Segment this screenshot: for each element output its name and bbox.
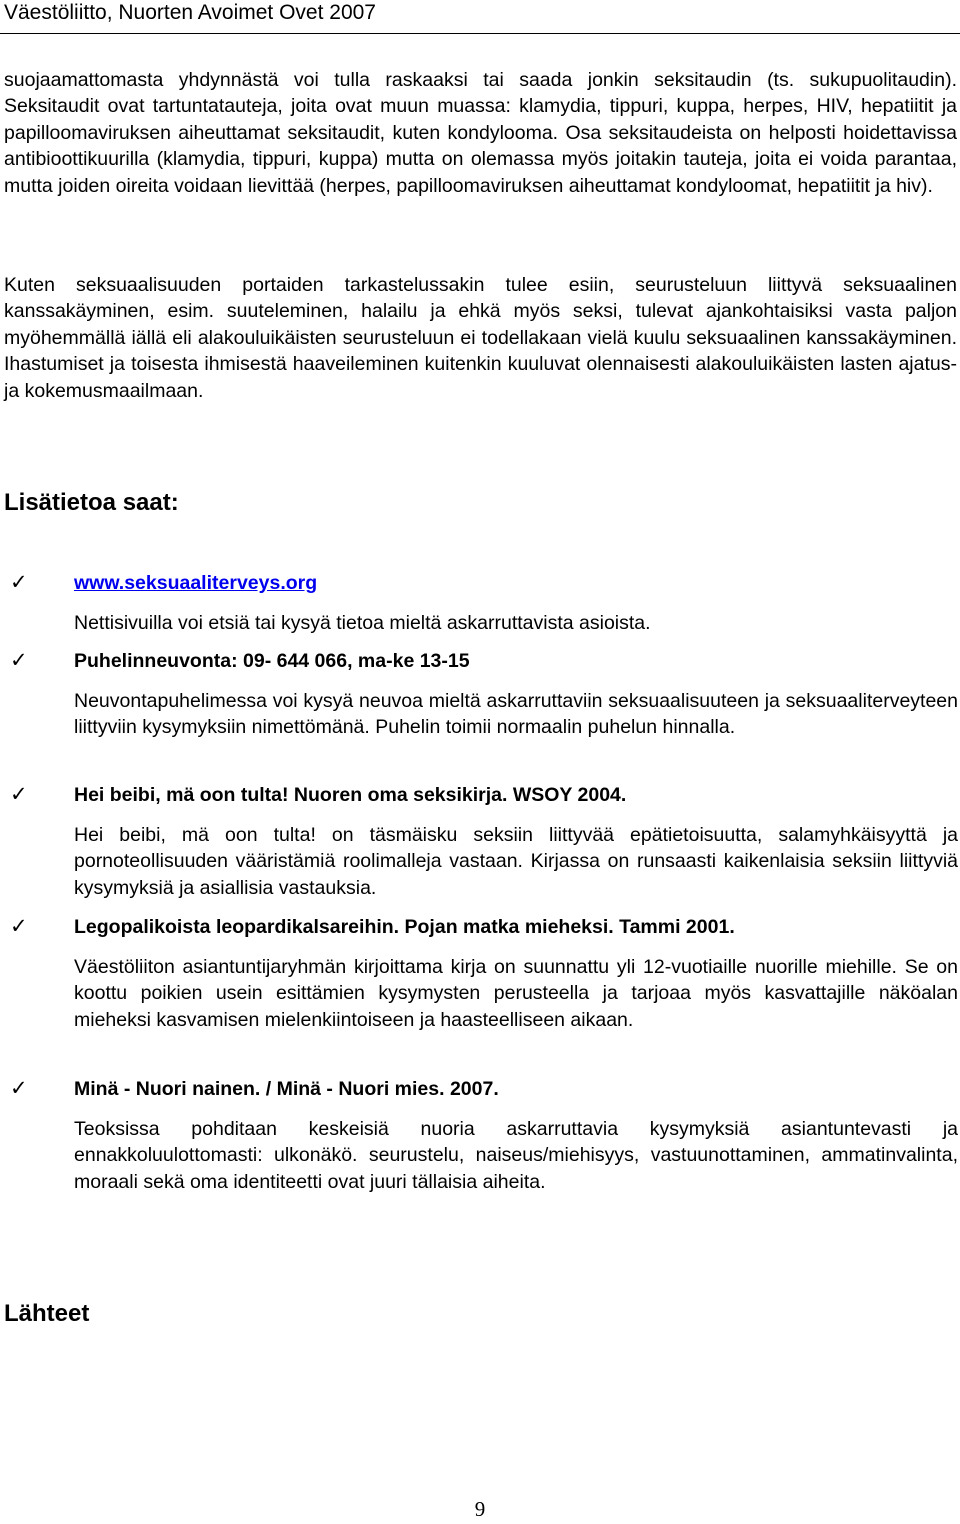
checkmark-icon: ✓ xyxy=(10,571,28,594)
resource-title: Puhelinneuvonta: 09- 644 066, ma-ke 13-15 xyxy=(74,650,470,672)
checkmark-icon: ✓ xyxy=(10,1077,28,1100)
page-header: Väestöliitto, Nuorten Avoimet Ovet 2007 xyxy=(4,1,376,24)
body-paragraph-2: Kuten seksuaalisuuden portaiden tarkastelussakin tulee esiin, seurusteluun liittyvä seksuaalinen kanssakäyminen, esim. suuteleminen, halailu ja ehkä myös seksi, tulevat ajankohtaisiksi vasta paljon myöhemmällä iällä eli alakouluikäisten seurusteluun ei todellakaan vielä kuulu seksuaalinen kanssakäyminen. Ihastumiset ja toisesta ihmisestä haaveileminen kuitenkin kuuluvat olennaisesti alakouluikäisten lasten ajatus- ja kokemusmaailmaan. xyxy=(4,274,957,402)
resource-description: Neuvontapuhelimessa voi kysyä neuvoa mieltä askarruttaviin seksuaalisuuteen ja seksuaaliterveyteen liittyviin kysymyksiin nimettömänä. Puhelin toimii normaalin puhelun hinnalla. xyxy=(74,690,958,739)
website-link[interactable]: www.seksuaaliterveys.org xyxy=(74,572,318,594)
header-divider xyxy=(0,33,960,34)
sources-heading: Lähteet xyxy=(4,1300,90,1327)
resource-description: Teoksissa pohditaan keskeisiä nuoria askarruttavia kysymyksiä asiantuntevasti ja ennakkoluulottomasti: ulkonäkö. seurustelu, naiseus/miehisyys, vastuunottaminen, ammatinvalinta, moraali sekä oma identiteetti ovat juuri tällaisia aiheita. xyxy=(74,1118,958,1193)
resource-title: Legopalikoista leopardikalsareihin. Pojan matka mieheksi. Tammi 2001. xyxy=(74,916,735,938)
resource-title: Minä - Nuori nainen. / Minä - Nuori mies. 2007. xyxy=(74,1078,499,1100)
resource-description: Hei beibi, mä oon tulta! on täsmäisku seksiin liittyvää epätietoisuutta, salamyhkäisyyttä ja pornoteollisuuden vääristämiä roolimalleja vastaan. Kirjassa on runsaasti kaikenlaisia seksiin liittyviä kysymyksiä ja asiallisia vastauksia. xyxy=(74,824,958,899)
more-info-heading: Lisätietoa saat: xyxy=(4,489,179,516)
checkmark-icon: ✓ xyxy=(10,783,28,806)
resource-description: Väestöliiton asiantuntijaryhmän kirjoittama kirja on suunnattu yli 12-vuotiaille nuorille miehille. Se on koottu poikien usein esittämien kysymysten perusteella ja tarjoaa myös kasvattajille näköalan mieheksi kasvamisen mielenkiintoiseen ja haasteelliseen aikaan. xyxy=(74,956,958,1031)
resource-description: Nettisivuilla voi etsiä tai kysyä tietoa mieltä askarruttavista asioista. xyxy=(74,612,651,634)
page-number: 9 xyxy=(474,1497,486,1521)
body-paragraph-1: suojaamattomasta yhdynnästä voi tulla raskaaksi tai saada jonkin seksitaudin (ts. sukupuolitaudin). Seksitaudit ovat tartuntatauteja, joita ovat muun muassa: klamydia, tippuri, kuppa, herpes, HIV, hepatiitit ja papilloomaviruksen aiheuttamat seksitaudit, kuten kondylooma. Osa seksitaudeista on helposti hoidettavissa antibioottikuurilla (klamydia, tippuri, kuppa) mutta on olemassa myös joitakin tauteja, joita ei voida parantaa, mutta joiden oireita voidaan lievittää (herpes, papilloomaviruksen aiheuttamat kondyloomat, hepatiitit ja hiv). xyxy=(4,69,957,197)
checkmark-icon: ✓ xyxy=(10,649,28,672)
checkmark-icon: ✓ xyxy=(10,915,28,938)
resource-title: Hei beibi, mä oon tulta! Nuoren oma seksikirja. WSOY 2004. xyxy=(74,784,627,806)
